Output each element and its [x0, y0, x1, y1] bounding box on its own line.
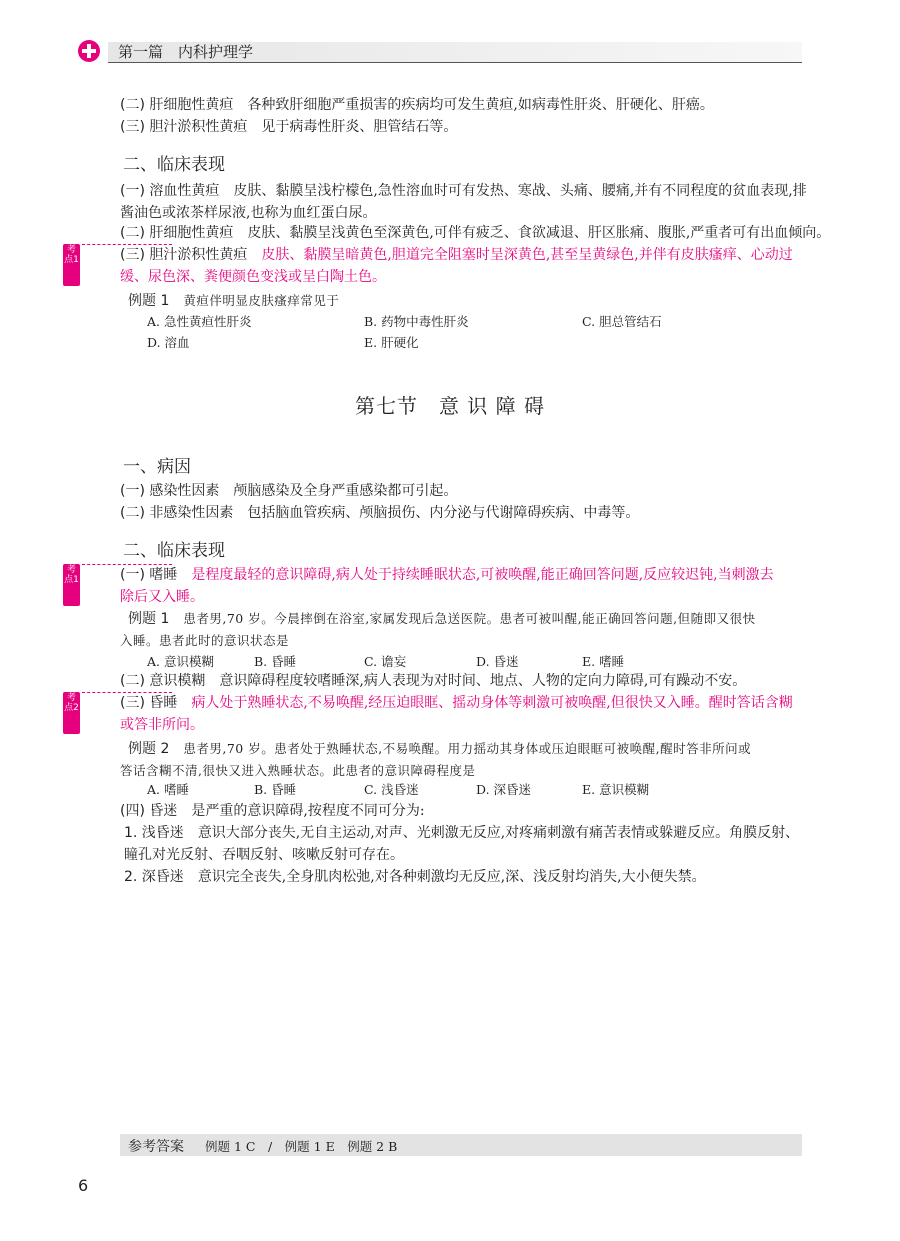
term: (三) 昏睡 [120, 695, 178, 711]
option: A. 急性黄疸性肝炎 [147, 314, 252, 329]
paragraph [120, 670, 746, 692]
example-text: 患者男,70 岁。患者处于熟睡状态,不易唤醒。用力摇动其身体或压迫眼眶可被唤醒,醒时答非所问或 [183, 741, 752, 756]
text: 皮肤、黏膜呈浅黄色至深黄色,可伴有疲乏、食欲减退、肝区胀痛、腹胀,严重者可有出血倾向。 [247, 225, 831, 241]
option: B. 药物中毒性肝炎 [364, 314, 469, 329]
text: 包括脑血管疾病、颅脑损伤、内分泌与代谢障碍疾病、中毒等。 [247, 505, 640, 521]
paragraph [120, 692, 793, 714]
kaodian-marker: 考点1 [63, 564, 80, 606]
example-text-cont: 入睡。患者此时的意识状态是 [120, 633, 290, 648]
option: E. 意识模糊 [582, 782, 650, 797]
header-title: 第一篇 内科护理学 [118, 43, 254, 61]
paragraph [120, 116, 457, 138]
paragraph [120, 244, 793, 266]
page-header [78, 38, 802, 64]
example-text-cont: 答话含糊不清,很快又进入熟睡状态。此患者的意识障碍程度是 [120, 763, 476, 778]
option: C. 胆总管结石 [582, 314, 662, 329]
text: 各种致肝细胞严重损害的疾病均可发生黄疸,如病毒性肝炎、肝硬化、肝癌。 [247, 97, 714, 113]
paragraph [120, 800, 425, 822]
term: (二) 非感染性因素 [120, 505, 234, 521]
option: E. 嗜睡 [582, 654, 625, 669]
answer-label: 参考答案 [128, 1139, 184, 1155]
text: 皮肤、黏膜呈浅柠檬色,急性溶血时可有发热、寒战、头痛、腰痛,并有不同程度的贫血表现,排 [233, 183, 807, 199]
paragraph [120, 222, 830, 244]
example-text: 黄疸伴明显皮肤瘙痒常见于 [183, 293, 340, 308]
section-heading: 一、病因 [123, 457, 191, 477]
text: 意识障碍程度较嗜睡深,病人表现为对时间、地点、人物的定向力障碍,可有躁动不安。 [219, 673, 747, 689]
answer-text: 例题 1 C / 例题 1 E 例题 2 B [205, 1139, 398, 1154]
page-number: 6 [78, 1176, 89, 1195]
text: 意识大部分丧失,无自主运动,对声、光刺激无反应,对疼痛刺激有痛苦表情或躲避反应。角膜反射、 [197, 825, 800, 841]
term: (一) 感染性因素 [120, 483, 220, 499]
kaodian-marker: 考点2 [63, 692, 80, 734]
paragraph [124, 822, 799, 844]
key-text-cont: 或答非所问。 [120, 717, 204, 733]
paragraph [120, 564, 774, 586]
example-question [128, 608, 756, 630]
option: A. 意识模糊 [147, 654, 214, 669]
option: D. 昏迷 [476, 654, 519, 669]
term: (三) 胆汁淤积性黄疸 [120, 119, 248, 135]
key-text: 病人处于熟睡状态,不易唤醒,经压迫眼眶、摇动身体等刺激可被唤醒,但很快又入睡。醒时答话含糊 [191, 695, 793, 711]
option: D. 溶血 [147, 335, 190, 350]
example-label: 例题 1 [128, 293, 170, 309]
option: E. 肝硬化 [364, 335, 419, 350]
example-label: 例题 2 [128, 741, 170, 757]
key-text: 皮肤、黏膜呈暗黄色,胆道完全阻塞时呈深黄色,甚至呈黄绿色,并伴有皮肤瘙痒、心动过 [261, 247, 793, 263]
option: D. 深昏迷 [476, 782, 532, 797]
option: B. 昏睡 [254, 654, 297, 669]
term: 1. 浅昏迷 [124, 825, 184, 841]
text: 见于病毒性肝炎、胆管结石等。 [261, 119, 458, 135]
option: B. 昏睡 [254, 782, 297, 797]
key-text: 是程度最轻的意识障碍,病人处于持续睡眠状态,可被唤醒,能正确回答问题,反应较迟钝,当刺激去 [191, 567, 774, 583]
key-text-cont: 缓、尿色深、粪便颜色变浅或呈白陶土色。 [120, 269, 386, 285]
paragraph [120, 480, 457, 502]
term: (三) 胆汁淤积性黄疸 [120, 247, 248, 263]
paragraph [124, 866, 706, 888]
section-heading: 二、临床表现 [123, 541, 225, 561]
term: (一) 嗜睡 [120, 567, 178, 583]
section-title: 第七节 意 识 障 碍 [354, 394, 546, 418]
paragraph [120, 502, 639, 524]
header-rule [108, 62, 802, 63]
example-question [128, 738, 751, 760]
example-text: 患者男,70 岁。今晨摔倒在浴室,家属发现后急送医院。患者可被叫醒,能正确回答问题,但随即又很快 [183, 611, 756, 626]
text: 意识完全丧失,全身肌肉松弛,对各种刺激均无反应,深、浅反射均消失,大小便失禁。 [197, 869, 706, 885]
text: 是严重的意识障碍,按程度不同可分为: [191, 803, 425, 819]
term: (二) 肝细胞性黄疸 [120, 97, 234, 113]
option: C. 浅昏迷 [364, 782, 419, 797]
example-label: 例题 1 [128, 611, 170, 627]
answer-bar [120, 1134, 802, 1156]
section-heading: 二、临床表现 [123, 155, 225, 175]
option: C. 谵妄 [364, 654, 407, 669]
term: (四) 昏迷 [120, 803, 178, 819]
term: 2. 深昏迷 [124, 869, 184, 885]
key-text-cont: 除后又入睡。 [120, 589, 204, 605]
paragraph [120, 180, 807, 202]
example-question [128, 290, 339, 312]
text: 颅脑感染及全身严重感染都可引起。 [233, 483, 458, 499]
paragraph-cont: 瞳孔对光反射、吞咽反射、咳嗽反射可存在。 [124, 847, 404, 863]
term: (二) 肝细胞性黄疸 [120, 225, 234, 241]
paragraph-cont: 酱油色或浓茶样尿液,也称为血红蛋白尿。 [120, 205, 377, 221]
plus-icon [78, 40, 100, 62]
option: A. 嗜睡 [147, 782, 189, 797]
term: (一) 溶血性黄疸 [120, 183, 220, 199]
term: (二) 意识模糊 [120, 673, 206, 689]
paragraph [120, 94, 714, 116]
kaodian-marker: 考点1 [63, 244, 80, 286]
